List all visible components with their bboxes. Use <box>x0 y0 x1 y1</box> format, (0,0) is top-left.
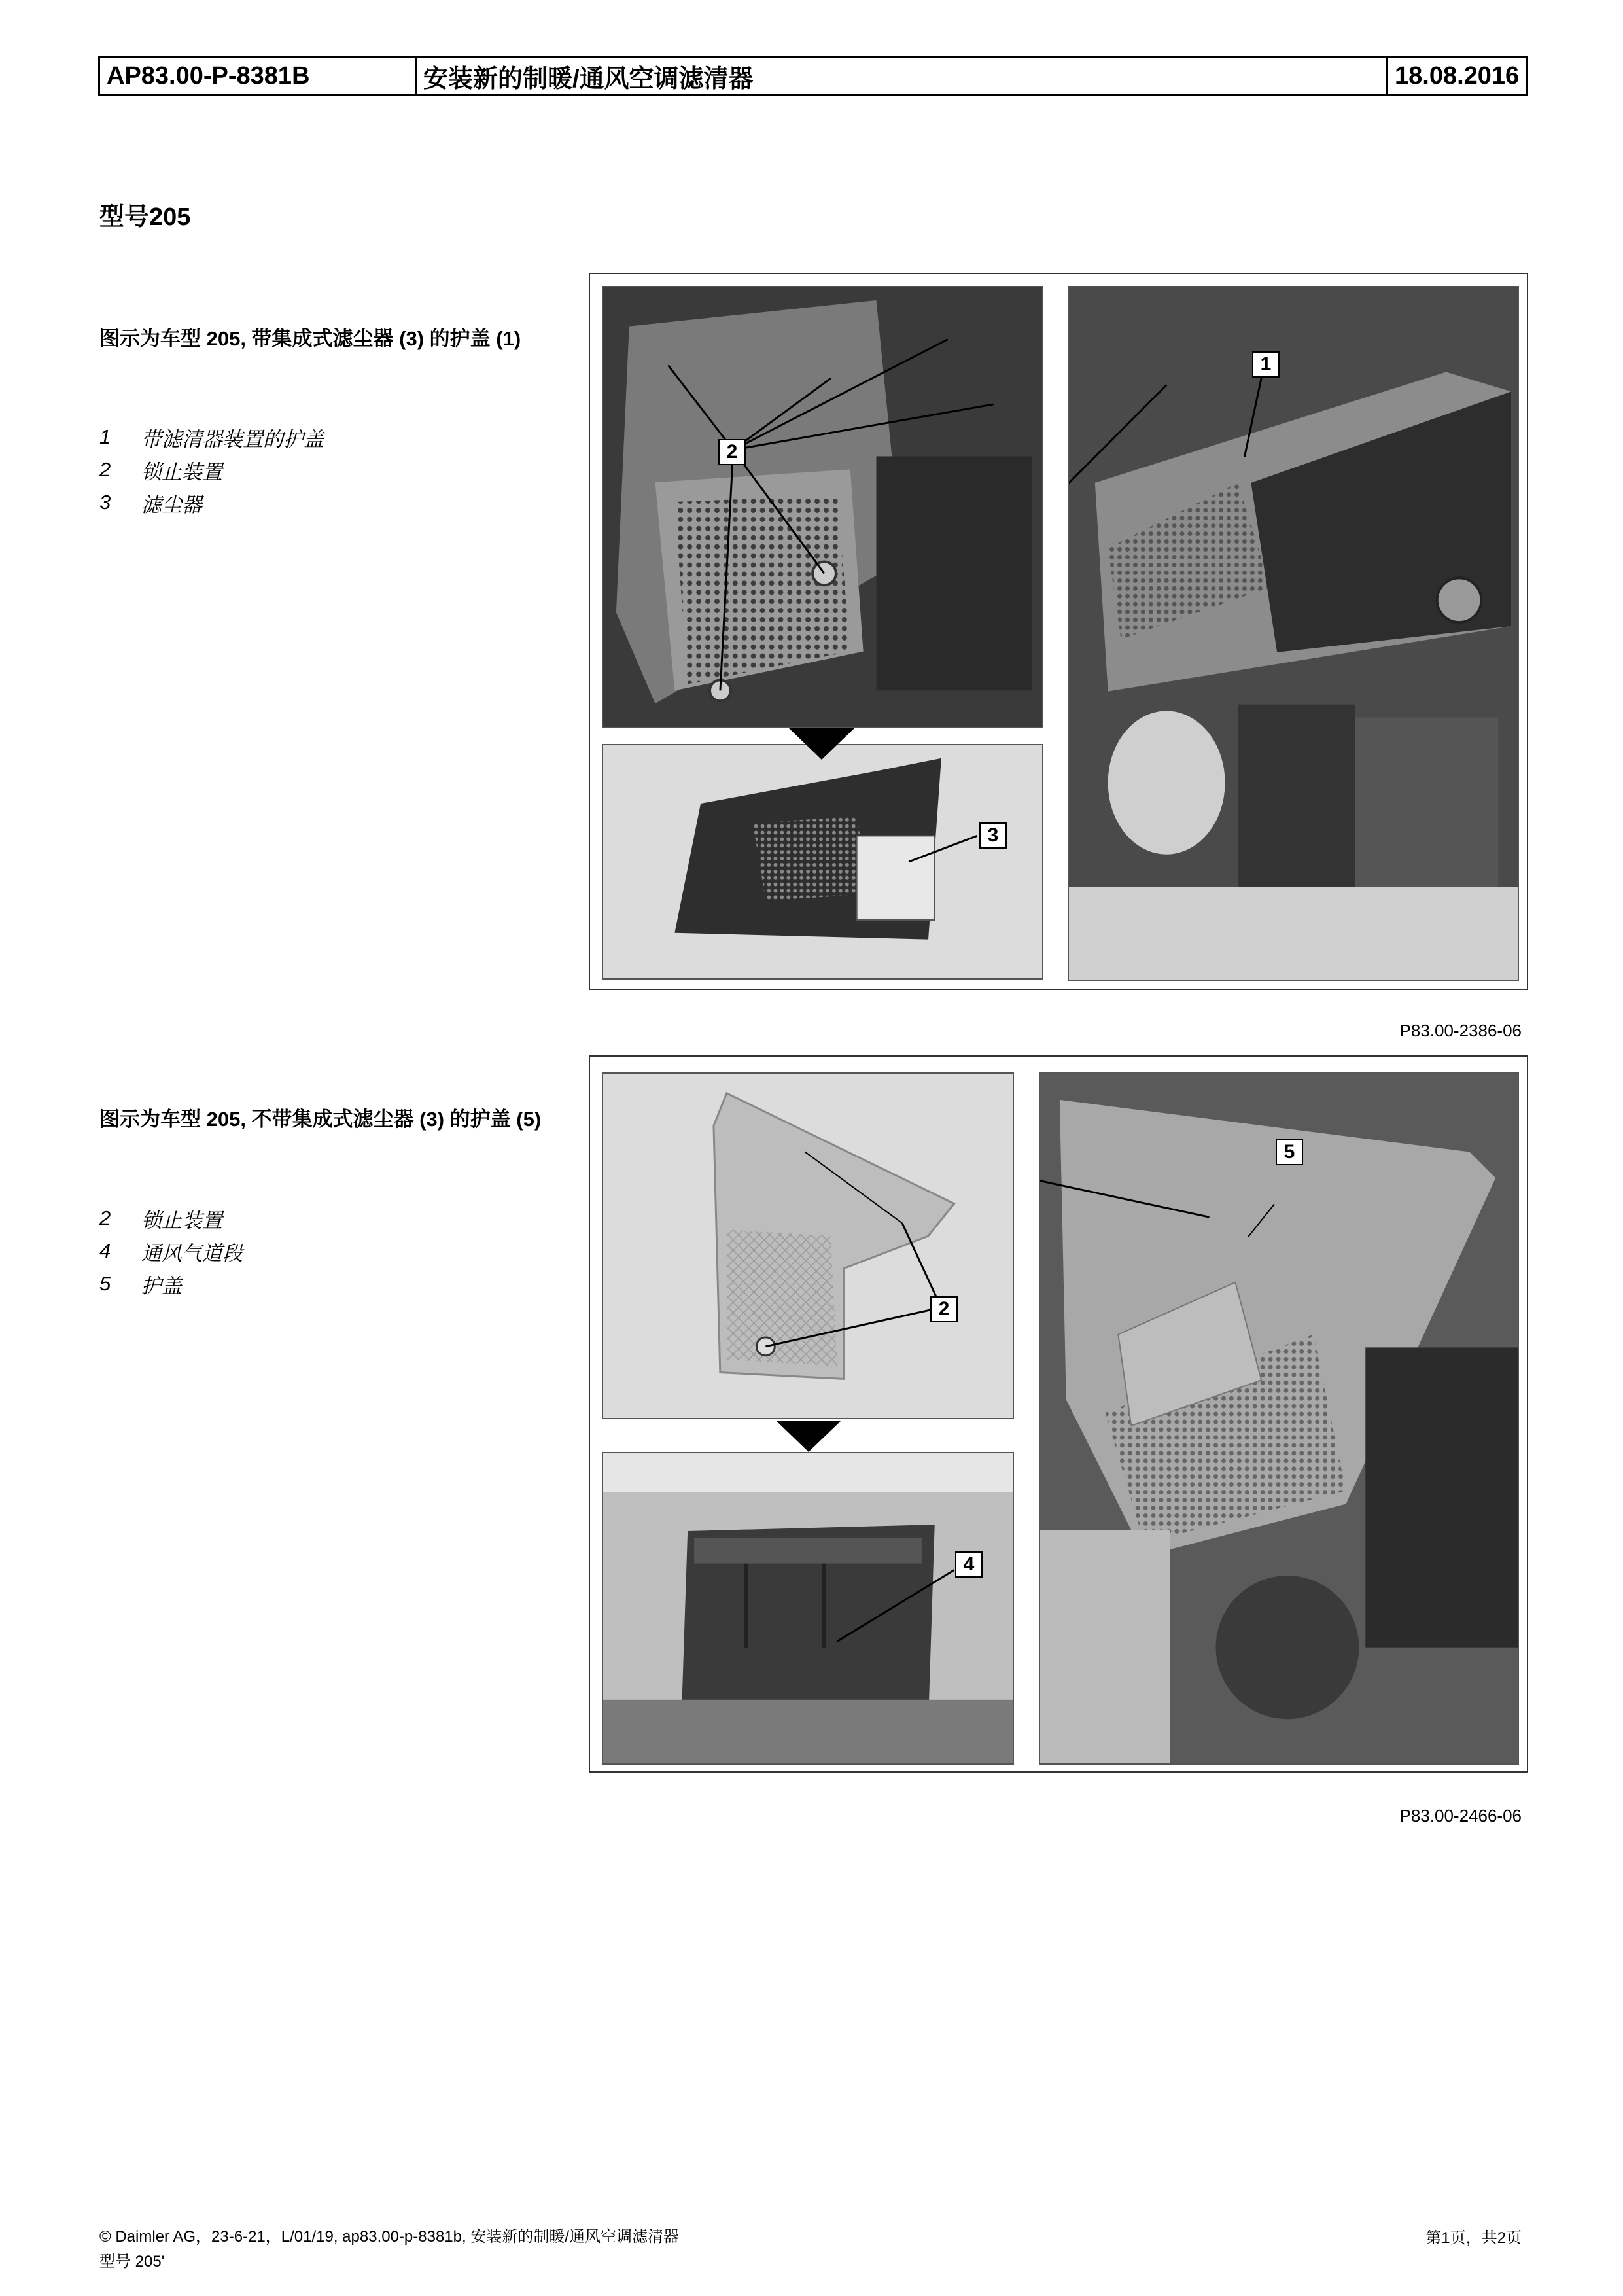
figure-1-id: P83.00-2386-06 <box>1399 1021 1522 1040</box>
section1-legend <box>99 421 324 519</box>
callout-2: 2 <box>718 439 746 465</box>
document-date: 18.08.2016 <box>1395 62 1520 90</box>
arrow-down-icon <box>789 728 854 760</box>
footer <box>99 2225 679 2274</box>
arrow-down-icon <box>776 1421 841 1452</box>
photo-cover-part <box>602 1072 1014 1419</box>
section1-title: 图示为车型 205, 带集成式滤尘器 (3) 的护盖 (1) <box>99 327 521 350</box>
section2-legend <box>99 1202 243 1300</box>
document-header <box>98 56 1528 96</box>
model-heading: 型号205 <box>99 203 191 231</box>
callout-1: 1 <box>1252 351 1280 378</box>
legend-item: 3 滤尘器 <box>99 491 202 516</box>
photo-engine-bay <box>1068 286 1519 981</box>
section2-title: 图示为车型 205, 不带集成式滤尘器 (3) 的护盖 (5) <box>99 1108 542 1131</box>
document-title: 安装新的制暖/通风空调滤清器 <box>417 58 1388 94</box>
photo-engine-bay-cover <box>1039 1072 1519 1765</box>
legend-item: 2 锁止装置 <box>99 458 222 484</box>
document-code: AP83.00-P-8381B <box>100 58 417 94</box>
callout-5: 5 <box>1276 1139 1303 1165</box>
photo-duct-section <box>602 1452 1014 1765</box>
figure-2 <box>589 1055 1528 1773</box>
footer-line-1: © Daimler AG，23-6-21，L/01/19, ap83.00-p-8381b, 安装新的制暖/通风空调滤清器 <box>99 2228 680 2246</box>
legend-item: 1 带滤清器装置的护盖 <box>99 425 324 451</box>
callout-4: 4 <box>955 1551 983 1578</box>
legend-item: 2 锁止装置 <box>99 1207 222 1232</box>
callout-2: 2 <box>930 1296 958 1322</box>
legend-item: 4 通风气道段 <box>99 1239 243 1265</box>
footer-line-2: 型号 205' <box>99 2253 165 2270</box>
legend-item: 5 护盖 <box>99 1272 182 1298</box>
photo-dust-filter <box>602 744 1043 980</box>
photo-cover-locks <box>602 286 1043 728</box>
page-number: 第1页，共2页 <box>1425 2229 1522 2247</box>
callout-3: 3 <box>979 822 1007 849</box>
figure-1 <box>589 273 1528 990</box>
figure-2-id: P83.00-2466-06 <box>1399 1806 1522 1826</box>
